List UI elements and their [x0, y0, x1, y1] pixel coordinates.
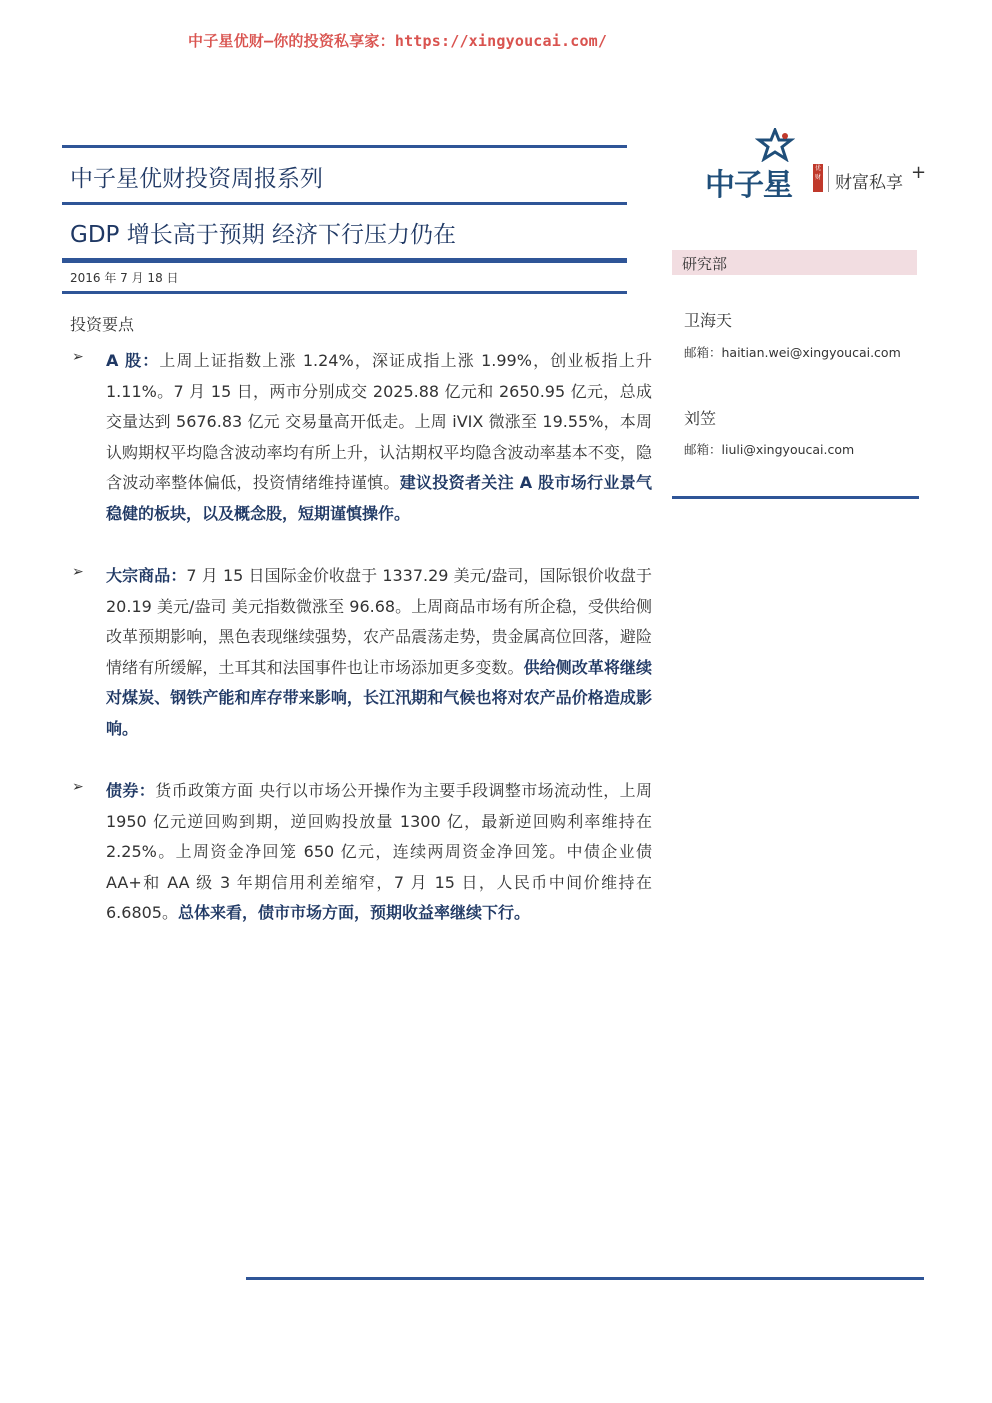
point-body	[106, 776, 652, 929]
logo-slogan: 财富私享	[835, 173, 903, 193]
section-heading: 投资要点	[70, 315, 135, 334]
logo-plus: +	[911, 162, 927, 183]
date-rule	[62, 291, 627, 294]
point-label: 大宗商品：	[106, 566, 187, 585]
point-conclusion: 供给侧改革将继续对煤炭、钢铁产能和库存带来影响，长江汛期和气候也将对农产品价格造成影响。	[106, 657, 652, 738]
analyst-name: 刘笠	[684, 409, 717, 428]
point-text: 上周上证指数上涨 1.24%，深证成指上涨 1.99%，创业板指上升 1.11%。7 月 15 日，两市分别成交 2025.88 亿元和 2650.95 亿元，总成交量达到 5676.83 亿元 交易量高开低走。上周 iVIX 微涨至 19.55%，本周认购期权平均隐含波动率均有所上升，认沽期权平均隐含波动率基本不变，隐含波动率整体偏低，投资情绪维持谨慎。	[106, 351, 652, 492]
company-logo	[683, 126, 927, 236]
top-banner: 中子星优财—你的投资私享家：https://xingyoucai.com/	[188, 32, 608, 50]
point-label: A 股：	[106, 351, 160, 370]
point-body	[106, 346, 652, 529]
report-date: 2016 年 7 月 18 日	[70, 271, 179, 285]
header-rule-bottom	[62, 258, 627, 263]
arrow-bullet-icon: ➢	[72, 779, 84, 795]
department-bar	[672, 250, 917, 275]
footer-rule	[246, 1277, 924, 1280]
logo-seal: 优财	[813, 164, 823, 192]
report-title: GDP 增长高于预期 经济下行压力仍在	[70, 222, 457, 248]
point-body	[106, 561, 652, 744]
analyst-email: 邮箱：liuli@xingyoucai.com	[684, 442, 855, 457]
point-conclusion: 总体来看，债市市场方面，预期收益率继续下行。	[178, 903, 531, 922]
header-rule-top	[62, 145, 627, 148]
logo-name: 中子星	[705, 168, 792, 203]
list-item	[72, 561, 652, 744]
logo-divider	[828, 166, 829, 192]
header-rule-middle	[62, 202, 627, 205]
arrow-bullet-icon: ➢	[72, 349, 84, 365]
point-label: 债券：	[106, 781, 156, 800]
analyst-name: 卫海天	[684, 311, 733, 330]
sidebar-rule	[672, 496, 919, 499]
department-label: 研究部	[682, 255, 728, 273]
point-text: 7 月 15 日国际金价收盘于 1337.29 美元/盎司，国际银价收盘于 20.19 美元/盎司 美元指数微涨至 96.68。上周商品市场有所企稳，受供给侧改革预期影响，黑色表现继续强势，农产品震荡走势，贵金属高位回落，避险情绪有所缓解，土耳其和法国事件也让市场添加更多变数。	[106, 566, 652, 677]
point-text: 货币政策方面 央行以市场公开操作为主要手段调整市场流动性，上周 1950 亿元逆回购到期，逆回购投放量 1300 亿，最新逆回购利率维持在 2.25%。上周资金净回笼 650 亿元，连续两周资金净回笼。中债企业债 AA+和 AA 级 3 年期信用利差缩窄，7 月 15 日，人民币中间价维持在 6.6805。	[106, 781, 652, 922]
key-points-list	[72, 346, 652, 961]
star-logo-icon	[755, 128, 795, 162]
point-conclusion: 建议投资者关注 A 股市场行业景气稳健的板块，以及概念股，短期谨慎操作。	[106, 473, 652, 523]
analyst-email: 邮箱：haitian.wei@xingyoucai.com	[684, 345, 901, 360]
list-item	[72, 346, 652, 529]
arrow-bullet-icon: ➢	[72, 564, 84, 580]
series-title: 中子星优财投资周报系列	[70, 166, 323, 192]
list-item	[72, 776, 652, 929]
